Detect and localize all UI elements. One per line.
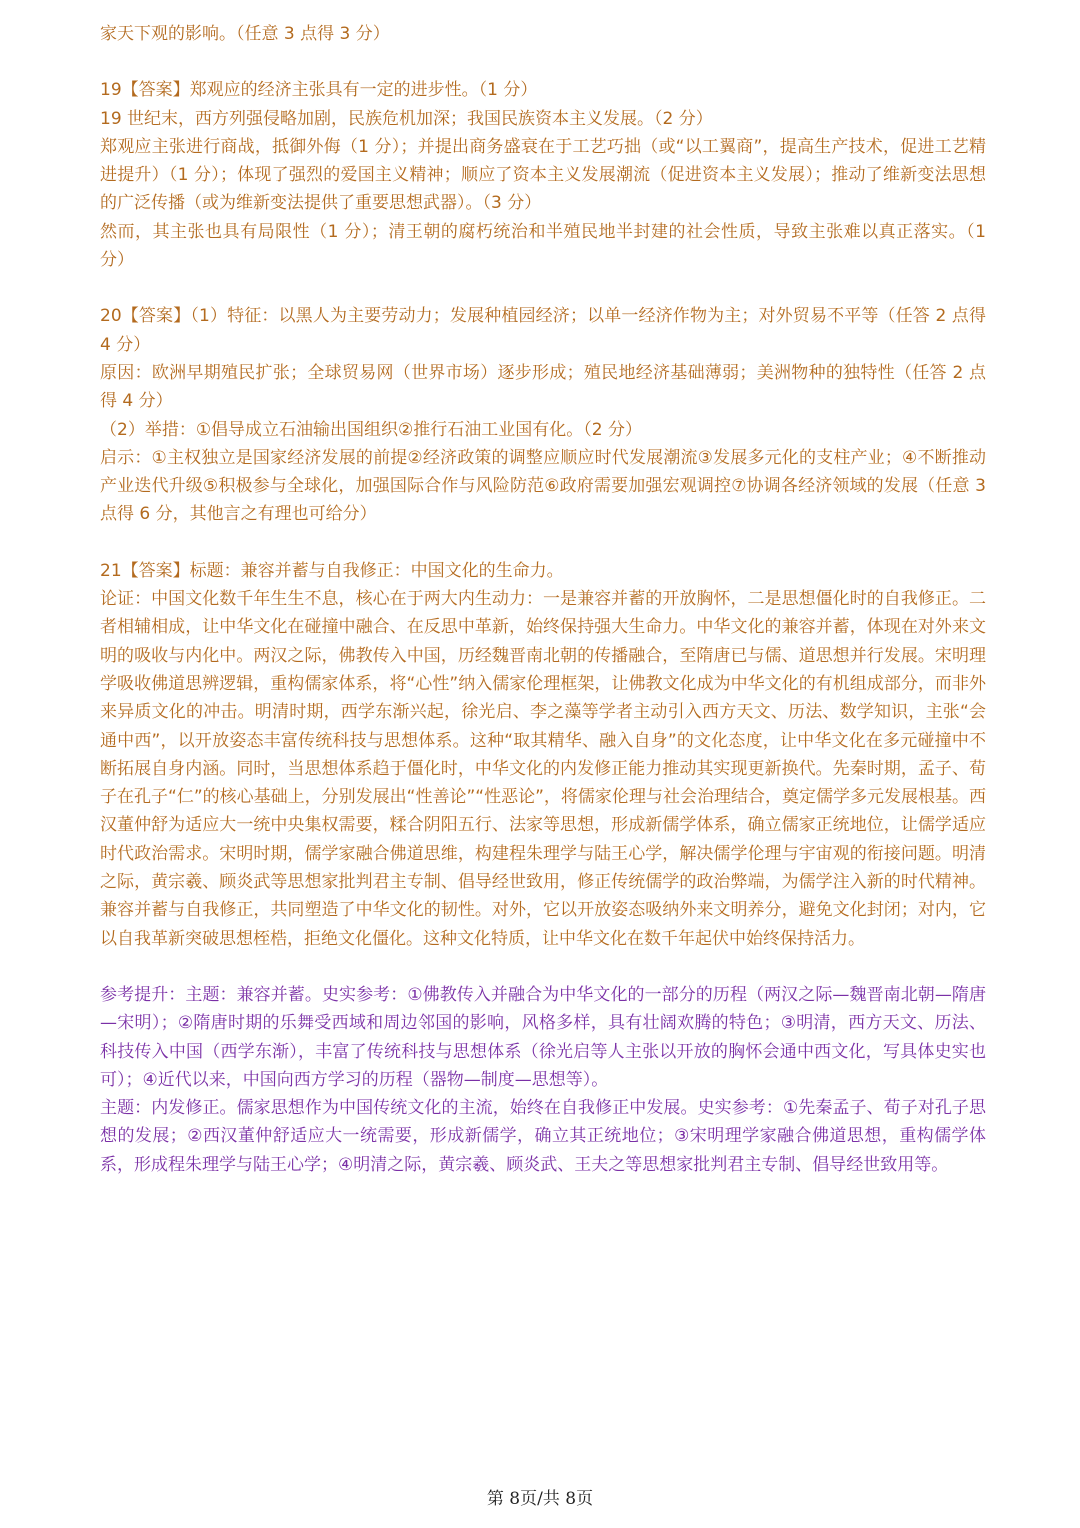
q19-answer-block: [100, 76, 986, 274]
spacer: [100, 48, 986, 76]
q19-line-1: 19【答案】郑观应的经济主张具有一定的进步性。（1 分）: [100, 80, 538, 101]
reference-block: [100, 981, 986, 1179]
q21-title: 21【答案】标题：兼容并蓄与自我修正：中国文化的生命力。: [100, 560, 564, 581]
q20-line-2: 原因：欧洲早期殖民扩张；全球贸易网（世界市场）逐步形成；殖民地经济基础薄弱；美洲物种的独特性（任答 2 点得 4 分）: [100, 362, 986, 412]
q21-answer-block: [100, 557, 986, 953]
q19-line-3: 郑观应主张进行商战，抵御外侮（1 分）；并提出商务盛衰在于工艺巧拙（或“以工翼商”，提高生产技术，促进工艺精进提升）（1 分）；体现了强烈的爱国主义精神；顺应了资本主义发展潮流（促进资本主义发展）；推动了维新变法思想的广泛传播（或为维新变法提供了重要思想武器）。（3 分）: [100, 136, 986, 214]
q20-line-3: （2）举措：①倡导成立石油输出国组织②推行石油工业国有化。（2 分）: [100, 419, 643, 440]
q20-line-1: 20【答案】（1）特征：以黑人为主要劳动力；发展种植园经济；以单一经济作物为主；对外贸易不平等（任答 2 点得 4 分）: [100, 306, 986, 355]
page-footer: 第 8页/共 8页: [486, 1489, 594, 1509]
q19-line-2: 19 世纪末，西方列强侵略加剧，民族危机加深；我国民族资本主义发展。（2 分）: [100, 108, 713, 129]
spacer: [100, 274, 986, 302]
reference-theme-2: 主题：内发修正。儒家思想作为中国传统文化的主流，始终在自我修正中发展。史实参考：①先秦孟子、荀子对孔子思想的发展；②西汉董仲舒适应大一统需要，形成新儒学，确立其正统地位；③宋明理学家融合佛道思想，重构儒学体系，形成程朱理学与陆王心学；④明清之际，黄宗羲、顾炎武、王夫之等思想家批判君主专制、倡导经世致用等。: [100, 1098, 986, 1175]
spacer: [100, 953, 986, 981]
q20-line-4: 启示：①主权独立是国家经济发展的前提②经济政策的调整应顺应时代发展潮流③发展多元化的支柱产业；④不断推动产业迭代升级⑤积极参与全球化，加强国际合作与风险防范⑥政府需要加强宏观调控⑦协调各经济领域的发展（任意 3 点得 6 分，其他言之有理也可给分）: [100, 447, 986, 525]
reference-theme-1: 参考提升：主题：兼容并蓄。史实参考：①佛教传入并融合为中华文化的一部分的历程（两汉之际—魏晋南北朝—隋唐—宋明）；②隋唐时期的乐舞受西域和周边邻国的影响，风格多样，具有壮阔欢腾的特色；③明清，西方天文、历法、科技传入中国（西学东渐），丰富了传统科技与思想体系（徐光启等人主张以开放的胸怀会通中西文化，写具体史实也可）；④近代以来，中国向西方学习的历程（器物—制度—思想等）。: [100, 984, 986, 1090]
q21-argument: 论证：中国文化数千年生生不息，核心在于两大内生动力：一是兼容并蓄的开放胸怀，二是思想僵化时的自我修正。二者相辅相成，让中华文化在碰撞中融合、在反思中革新，始终保持强大生命力。中华文化的兼容并蓄，体现在对外来文明的吸收与内化中。两汉之际，佛教传入中国，历经魏晋南北朝的传播融合，至隋唐已与儒、道思想并行发展。宋明理学吸收佛道思辨逻辑，重构儒家体系，将“心性”纳入儒家伦理框架，让佛教文化成为中华文化的有机组成部分，而非外来异质文化的冲击。明清时期，西学东渐兴起，徐光启、李之藻等学者主动引入西方天文、历法、数学知识，主张“会通中西”，以开放姿态丰富传统科技与思想体系。这种“取其精华、融入自身”的文化态度，让中华文化在多元碰撞中不断拓展自身内涵。同时，当思想体系趋于僵化时，中华文化的内发修正能力推动其实现更新换代。先秦时期，孟子、荀子在孔子“仁”的核心基础上，分别发展出“性善论”“性恶论”，将儒家伦理与社会治理结合，奠定儒学多元发展根基。西汉董仲舒为适应大一统中央集权需要，糅合阴阳五行、法家等思想，形成新儒学体系，确立儒家正统地位，让儒学适应时代政治需求。宋明时期，儒学家融合佛道思维，构建程朱理学与陆王心学，解决儒学伦理与宇宙观的衔接问题。明清之际，黄宗羲、顾炎武等思想家批判君主专制、倡导经世致用，修正传统儒学的政治弊端，为儒学注入新的时代精神。兼容并蓄与自我修正，共同塑造了中华文化的韧性。对外，它以开放姿态吸纳外来文明养分，避免文化封闭；对内，它以自我革新突破思想桎梏，拒绝文化僵化。这种文化特质，让中华文化在数千年起伏中始终保持活力。: [100, 589, 986, 949]
spacer: [100, 529, 986, 557]
q20-answer-block: [100, 302, 986, 528]
answer-page: [100, 20, 986, 1179]
q18-tail-text: 家天下观的影响。（任意 3 点得 3 分）: [100, 24, 390, 44]
q19-line-4: 然而，其主张也具有局限性（1 分）；清王朝的腐朽统治和半殖民地半封建的社会性质，导致主张难以真正落实。（1 分）: [100, 221, 986, 271]
